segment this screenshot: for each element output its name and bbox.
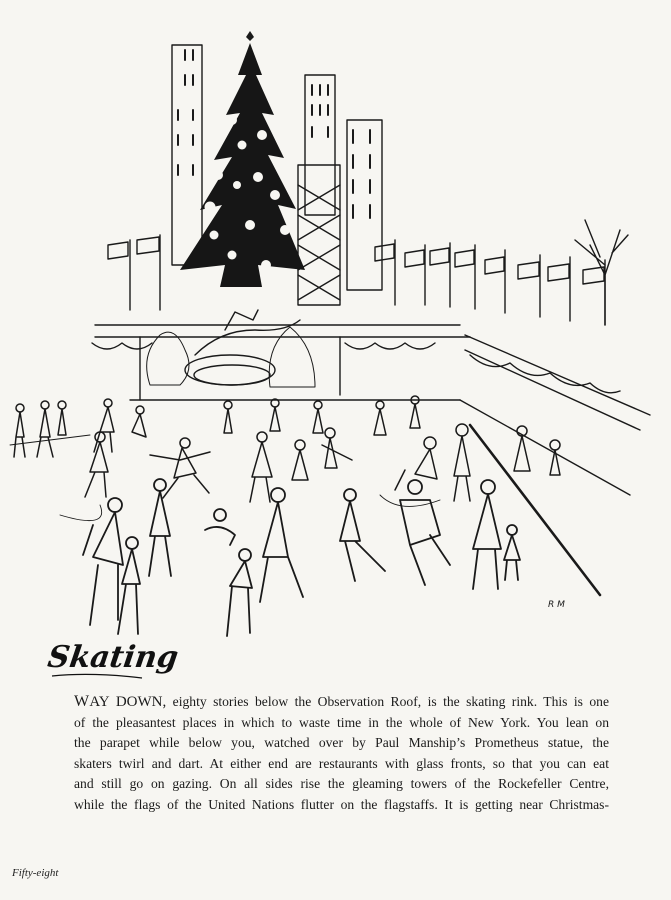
body-line-6: while the flags of the United Nations flutter on the flagstaffs. It is getting near Christmas- bbox=[74, 796, 609, 812]
body-line-2: of the pleasantest places in which to waste time in the whole of New York. You lean on bbox=[74, 714, 609, 730]
flags-drawing bbox=[108, 235, 605, 325]
article-body bbox=[74, 692, 609, 816]
skating-rink-illustration bbox=[0, 25, 671, 645]
page-number: Fifty-eight bbox=[12, 867, 59, 879]
body-line-4: skaters twirl and dart. At either end are restaurants with glass fronts, so that you can eat bbox=[74, 755, 609, 771]
shrubs-drawing bbox=[147, 327, 315, 387]
rink-outline-drawing bbox=[10, 435, 440, 521]
body-line-1 bbox=[74, 692, 609, 713]
christmas-tree-drawing bbox=[180, 31, 305, 287]
body-line-1-text: eighty stories below the Observation Roof, is the skating rink. This is one bbox=[166, 694, 609, 709]
body-line-5: and still go on gazing. On all sides rise the gleaming towers of the Rockefeller Centre, bbox=[74, 776, 609, 792]
prometheus-statue-drawing bbox=[185, 310, 300, 385]
skaters-drawing bbox=[14, 396, 560, 636]
body-line-3: the parapet while below you, watched over by Paul Manship’s Prometheus statue, the bbox=[74, 735, 609, 751]
section-heading: Skating bbox=[45, 640, 181, 675]
heading-flourish bbox=[50, 670, 150, 690]
artist-signature: R M bbox=[548, 600, 565, 610]
lead-small-caps: AY DOWN, bbox=[89, 694, 167, 710]
lead-capital: W bbox=[74, 693, 90, 710]
